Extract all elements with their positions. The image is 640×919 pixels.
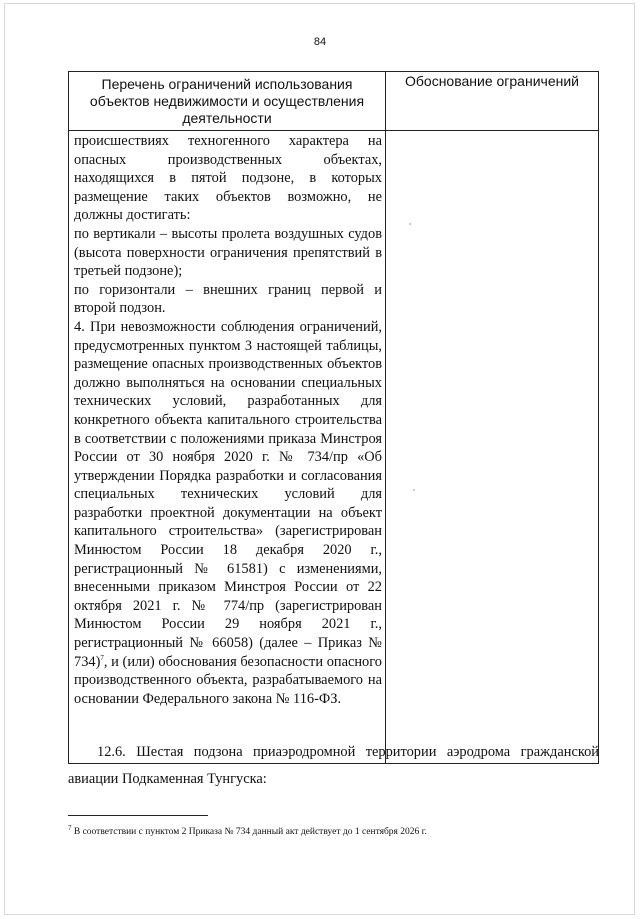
- table-row: [69, 131, 599, 764]
- table-header-row: [69, 72, 599, 131]
- cell-paragraph-last: [74, 318, 382, 708]
- cell-paragraph: по горизонтали – внешних границ первой и второй подзон.: [74, 281, 382, 317]
- header-justification: Обоснование ограничений: [386, 72, 599, 131]
- restrictions-cell: [69, 131, 386, 764]
- justification-cell: [386, 131, 599, 764]
- cell-paragraph: происшествиях техногенного характера на опасных производственных объектах, находящихся в пятой подзоне, в которых размещение таких объектов возможно, не должны достигать:: [74, 133, 382, 224]
- page-number: 84: [313, 36, 327, 48]
- footnote-mark: 7: [68, 823, 72, 832]
- cell-paragraph-tail: , и (или) обоснования безопасности опасного производственного объекта, разрабатываемого на основании Федерального закона № 116-ФЗ.: [74, 653, 382, 707]
- scan-speck: [409, 223, 411, 225]
- restrictions-table: [68, 71, 599, 764]
- cell-paragraph-text: 4. При невозможности соблюдения ограничений, предусмотренных пунктом 3 настоящей таблицы, размещение опасных производственных объектов должно выполняться на основании специальных технических условий, разработанных для конкретного объекта капитального строительства в соответствии с положениями приказа Минстроя России от 30 ноября 2020 г. № 734/пр «Об утверждении Порядка разработки и согласования специальных технических условий для разработки проектной документации на объект капитального строительства» (зарегистрирован Минюстом России 18 декабря 2020 г., регистрационный № 61581) с изменениями, внесенными приказом Минстроя России от 22 октября 2021 г. № 774/пр (зарегистрирован Минюстом России 29 ноября 2021 г., регистрационный № 66058) (далее – Приказ № 734): [74, 318, 382, 670]
- footnote-text: В соответствии с пунктом 2 Приказа № 734 данный акт действует до 1 сентября 2026 г.: [71, 827, 427, 837]
- footnote-ref: 7: [100, 653, 104, 662]
- footnote-divider: [68, 815, 208, 816]
- scan-speck: [413, 489, 415, 491]
- subsection-heading: 12.6. Шестая подзона приаэродромной территории аэродрома гражданской авиации Подкаменная Тунгуска:: [68, 744, 599, 787]
- header-restrictions-list: Перечень ограничений использования объектов недвижимости и осуществления деятельности: [69, 72, 386, 131]
- cell-paragraph: по вертикали – высоты пролета воздушных судов (высота поверхности ограничения препятствий в третьей подзоне);: [74, 225, 382, 280]
- footnote: [68, 823, 599, 838]
